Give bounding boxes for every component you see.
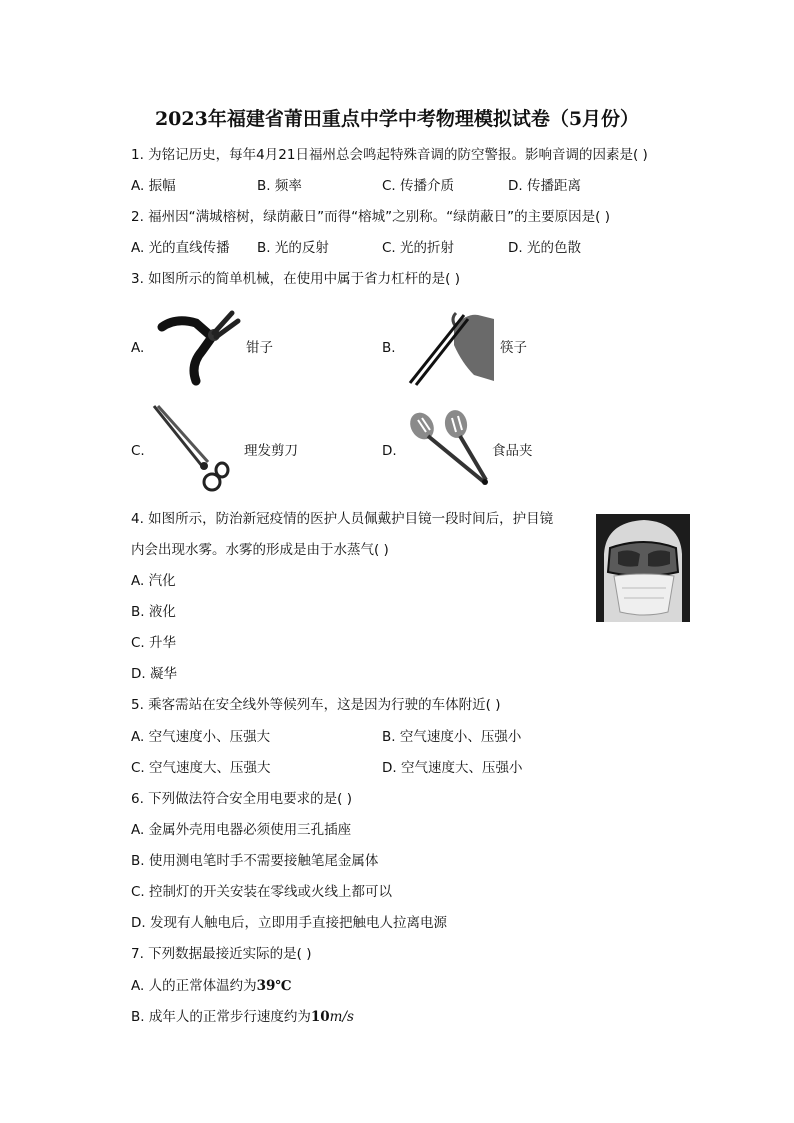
q1-option-d: D. 传播距离 — [508, 178, 581, 194]
question-1-text: 1. 为铭记历史，每年4月21日福州总会鸣起特殊音调的防空警报。影响音调的因素是( ) — [131, 147, 648, 163]
q5-option-d: D. 空气速度大、压强小 — [382, 760, 523, 776]
pliers-icon — [156, 307, 242, 391]
q6-option-a: A. 金属外壳用电器必须使用三孔插座 — [131, 822, 352, 838]
medical-worker-goggles-photo — [596, 514, 690, 622]
tongs-icon — [404, 408, 490, 490]
q3-option-c-letter: C. — [131, 443, 145, 459]
question-4-text-line2: 内会出现水雾。水雾的形成是由于水蒸气( ) — [131, 542, 389, 558]
q3-option-a-letter: A. — [131, 340, 145, 356]
question-6-text: 6. 下列做法符合安全用电要求的是( ) — [131, 791, 352, 807]
q7-option-a — [131, 977, 292, 995]
q3-option-b-letter: B. — [382, 340, 396, 356]
question-2-text: 2. 福州因“满城榕树，绿荫蔽日”而得“榕城”之别称。“绿荫蔽日”的主要原因是( ) — [131, 209, 610, 225]
q2-option-c: C. 光的折射 — [382, 240, 455, 256]
q4-option-b: B. 液化 — [131, 604, 176, 620]
q2-option-a: A. 光的直线传播 — [131, 240, 230, 256]
page-title: 2023年福建省莆田重点中学中考物理模拟试卷（5月份） — [154, 108, 640, 130]
question-4-text-line1: 4. 如图所示，防治新冠疫情的医护人员佩戴护目镜一段时间后，护目镜 — [131, 511, 554, 527]
q7-option-b-unit: m/s — [329, 1009, 354, 1025]
chopsticks-icon — [404, 305, 496, 387]
q3-option-c-caption: 理发剪刀 — [244, 443, 298, 459]
q4-option-d: D. 凝华 — [131, 666, 177, 682]
q1-option-c: C. 传播介质 — [382, 178, 455, 194]
q6-option-d: D. 发现有人触电后，立即用手直接把触电人拉离电源 — [131, 915, 447, 931]
question-7-text: 7. 下列数据最接近实际的是( ) — [131, 946, 312, 962]
scissors-icon — [150, 404, 230, 496]
question-3-text: 3. 如图所示的简单机械，在使用中属于省力杠杆的是( ) — [131, 271, 460, 287]
q3-option-d-caption: 食品夹 — [492, 443, 533, 459]
q3-option-b-caption: 筷子 — [500, 340, 527, 356]
q7-option-a-value: 39℃ — [256, 978, 292, 994]
q1-option-a: A. 振幅 — [131, 178, 176, 194]
q5-option-c: C. 空气速度大、压强大 — [131, 760, 271, 776]
q4-option-c: C. 升华 — [131, 635, 177, 651]
q2-option-b: B. 光的反射 — [257, 240, 329, 256]
q7-option-b-prefix: B. 成年人的正常步行速度约为 — [131, 1009, 311, 1025]
q4-option-a: A. 汽化 — [131, 573, 176, 589]
q7-option-a-prefix: A. 人的正常体温约为 — [131, 978, 257, 994]
q1-option-b: B. 频率 — [257, 178, 302, 194]
q6-option-c: C. 控制灯的开关安装在零线或火线上都可以 — [131, 884, 393, 900]
q6-option-b: B. 使用测电笔时手不需要接触笔尾金属体 — [131, 853, 379, 869]
q7-option-b-value: 10 — [310, 1009, 330, 1025]
q3-option-a-caption: 钳子 — [246, 340, 273, 356]
q2-option-d: D. 光的色散 — [508, 240, 581, 256]
q5-option-a: A. 空气速度小、压强大 — [131, 729, 271, 745]
q7-option-b — [131, 1008, 354, 1026]
q3-option-d-letter: D. — [382, 443, 397, 459]
question-5-text: 5. 乘客需站在安全线外等候列车，这是因为行驶的车体附近( ) — [131, 697, 501, 713]
q5-option-b: B. 空气速度小、压强小 — [382, 729, 522, 745]
